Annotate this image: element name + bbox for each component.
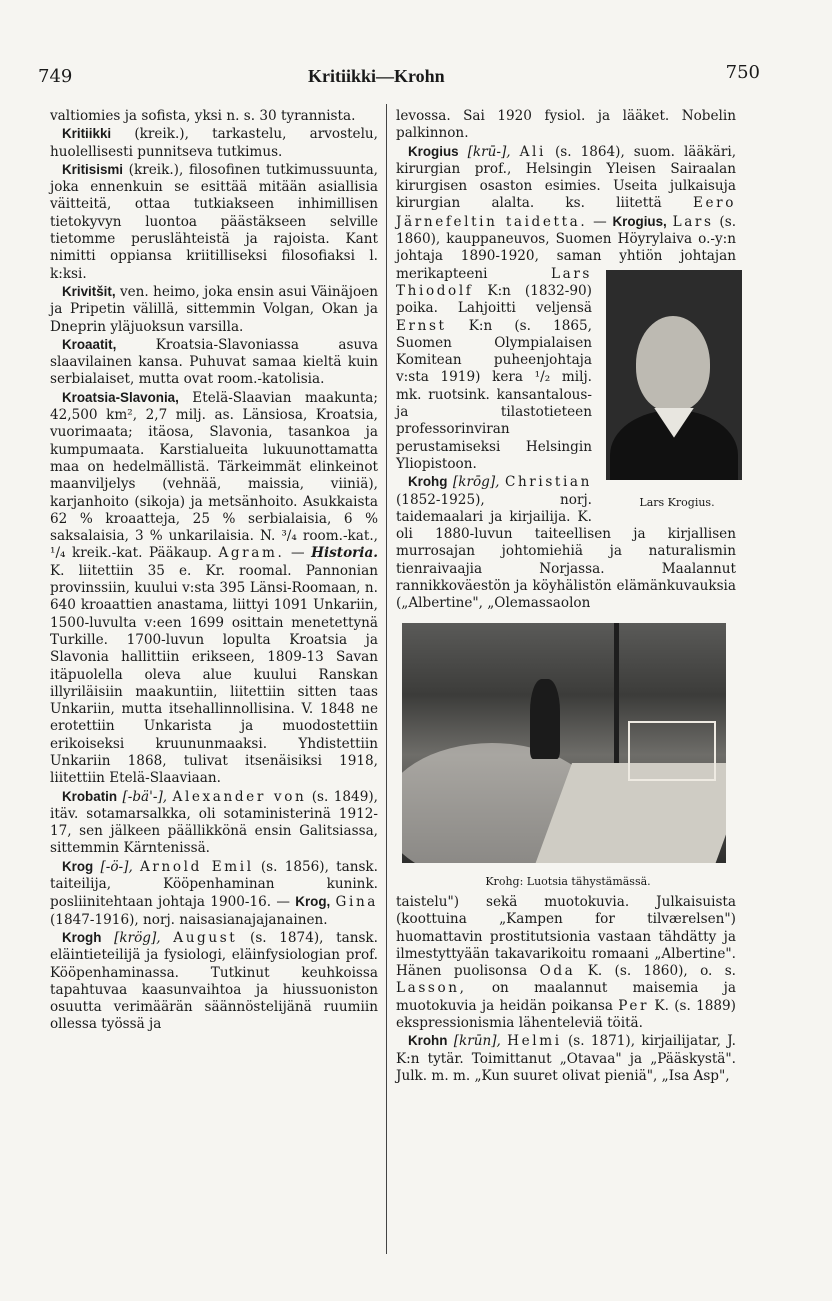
entry-krohg-continued: taistelu") sekä muotokuvia. Julkaisuista (koottuina „Kampen for tilværelsen") huomattavin prostitutsionia vastaan tähdätty ja ilmestyttyään takavarikoitu romaani „Albertine". Hänen puolisonsa Oda K. (s. 1860), o. s. Lasson, on maalannut maisemia ja muotokuvia ja heidän poikansa Per K. (s. 1889) ekspressionismia lähenteleviä töitä. — [396, 893, 736, 1031]
entry-kroatsia-slavonia: Kroatsia-Slavonia, Etelä-Slaavian maakunta; 42,500 km², 2,7 milj. as. Länsiosa, Kroatsia, vuorimaata; itäosa, Slavonia, tasankoa ja kumpumaata. Karstialueita lukuunottamatta maa on hedelmällistä. Tärkeimmät elinkeinot maanviljelys (vehnää, maissia, viiniä), karjanhoito (sikoja) ja metsänhoito. Asukkaista 62 % kroaatteja, 25 % serbialaisia, 6 % saksalaisia, 3 % unkarilaisia. N. ³/₄ room.-kat., ¹/₄ kreik.-kat. Pääkaup. Agram. — Historia. K. liitettiin 35 e. Kr. roomal. Pannonian provinssiin, kuului v:sta 395 Länsi-Roomaan, n. 640 kroaattien anastama, liittyi 1091 Unkariin, 1500-luvulta v:een 1699 osittain menetettynä Turkille. 1700-luvun lopulta Kroatsia ja Slavonia hallittiin erikseen, 1809-13 Savan itäpuolella oleva alue kuului Ranskan illyriläisiin maakuntiin, liitettiin sitten taas Unkariin, mutta itsehallinnollisina. V. 1848 ne erotettiin Unkarista ja muodostettiin erikoiseksi kruununmaaksi. Yhdistettiin Unkariin 1868, tulivat itsenäisiksi 1918, liitettiin Etelä-Slaaviaan. — [50, 389, 378, 787]
column-divider — [386, 104, 387, 1254]
portrait-photo — [606, 270, 742, 480]
right-column — [396, 108, 736, 1085]
page-number-left: 749 — [38, 66, 73, 87]
entry-krogh: Krogh [krög], August (s. 1874), tansk. eläintieteilijä ja fysiologi, eläinfysiologian prof. Kööpenhaminassa. Tutkinut keuhkoissa tapahtuvaa kaasunvaihtoa ja hiussuoniston osuutta verimäärän säännöstelijänä ruumiin ollessa työssä ja — [50, 929, 378, 1033]
painting-figure — [400, 623, 736, 890]
painting-image — [402, 623, 726, 863]
entry-krohn: Krohn [krūn], Helmi (s. 1871), kirjailijatar, J. K:n tytär. Toimittanut „Otavaa" ja „Pääskystä". Julk. m. m. „Kun suuret olivat pieniä", „Isa Asp", — [396, 1033, 736, 1084]
entry-krog: Krog [-ö-], Arnold Emil (s. 1856), tansk. taiteilija, Kööpenhaminan kunink. posliinitehtaan johtaja 1900-16. — Krog, Gina (1847-1916), norj. naisasianajajanainen. — [50, 858, 379, 928]
painting-caption: Krohg: Luotsia tähystämässä. — [485, 874, 651, 888]
entry-krogius: Krogius [krū-], Ali (s. 1864), suom. lääkäri, kirurgian prof., Helsingin Yleisen Sairaalan kirurgisen osaston esimies. Useita julkaisuja kirurgian alalta. ks. liitettä Eero Järnefeltin taidetta. — Krogius, Lars (s. 1860), kauppaneuvos, Suomen Höyrylaiva o.-y:n johtaja 1890-1920, saman yhtiön johtajan merikapteeni Lars Krogius. Lars Thiodolf K:n (1832-90) poika. Lahjoitti veljensä Ernst K:n (s. 1865, Suomen Olympialaisen Komitean puheenjohtaja v:sta 1919) kera ¹/₂ milj. mk. ruotsink. kansantalous- ja tilastotieteen professorinviran perustamiseksi Helsingin Yliopistoon. — [396, 143, 736, 474]
entry-krohg: Krohg [krōg], Christian (1852-1925), norj. taidemaalari ja kirjailija. K. oli 1880-luvun taiteellisen ja kirjallisen murrosajan johtomiehiä ja naturalismin tienraivaajia Norjassa. Maalannut rannikkoväestön ja köyhälistön elämänkuvauksia („Albertine", „Olemassaolon — [396, 474, 736, 612]
portrait-figure — [600, 270, 742, 511]
portrait-caption: Lars Krogius. — [639, 495, 715, 509]
left-column — [50, 108, 378, 1034]
entry-krivitsit: Krivitšit, ven. heimo, joka ensin asui Väinäjoen ja Pripetin välillä, sittemmin Volgan, Okan ja Dneprin yläjuoksun varsilla. — [50, 283, 378, 335]
entry-kroaatit: Kroaatit, Kroatsia-Slavoniassa asuva slaavilainen kansa. Puhuvat samaa kieltä kuin serbialaiset, mutta ovat room.-katolisia. — [50, 336, 378, 388]
entry-kritisismi: Kritisismi (kreik.), filosofinen tutkimussuunta, joka ennenkuin se esittää mitään asiallisia väitteitä, ottaa tutkiakseen inhimillisen tietokyvyn luontoa päästäkseen selville tietomme peruslähteistä ja rajoista. Kant nimitti oppiansa kriitilliseksi filosofiaksi l. k:ksi. — [50, 161, 378, 282]
entry-continuation: valtiomies ja sofista, yksi n. s. 30 tyrannista. — [50, 108, 356, 124]
entry-continuation-right: levossa. Sai 1920 fysiol. ja lääket. Nobelin palkinnon. — [396, 108, 736, 142]
entry-krobatin: Krobatin [-bä'-], Alexander von (s. 1849), itäv. sotamarsalkka, oli sotaministerinä 1912-17, sen jälkeen päällikkönä ensin Galitsiassa, sittemmin Kärntenissä. — [50, 788, 378, 857]
entry-kritiikki: Kritiikki (kreik.), tarkastelu, arvostelu, huolellisesti punnitseva tutkimus. — [50, 126, 378, 160]
running-head: Kritiikki—Krohn — [308, 66, 445, 86]
page-number-right: 750 — [725, 62, 760, 83]
page-header — [38, 62, 760, 92]
